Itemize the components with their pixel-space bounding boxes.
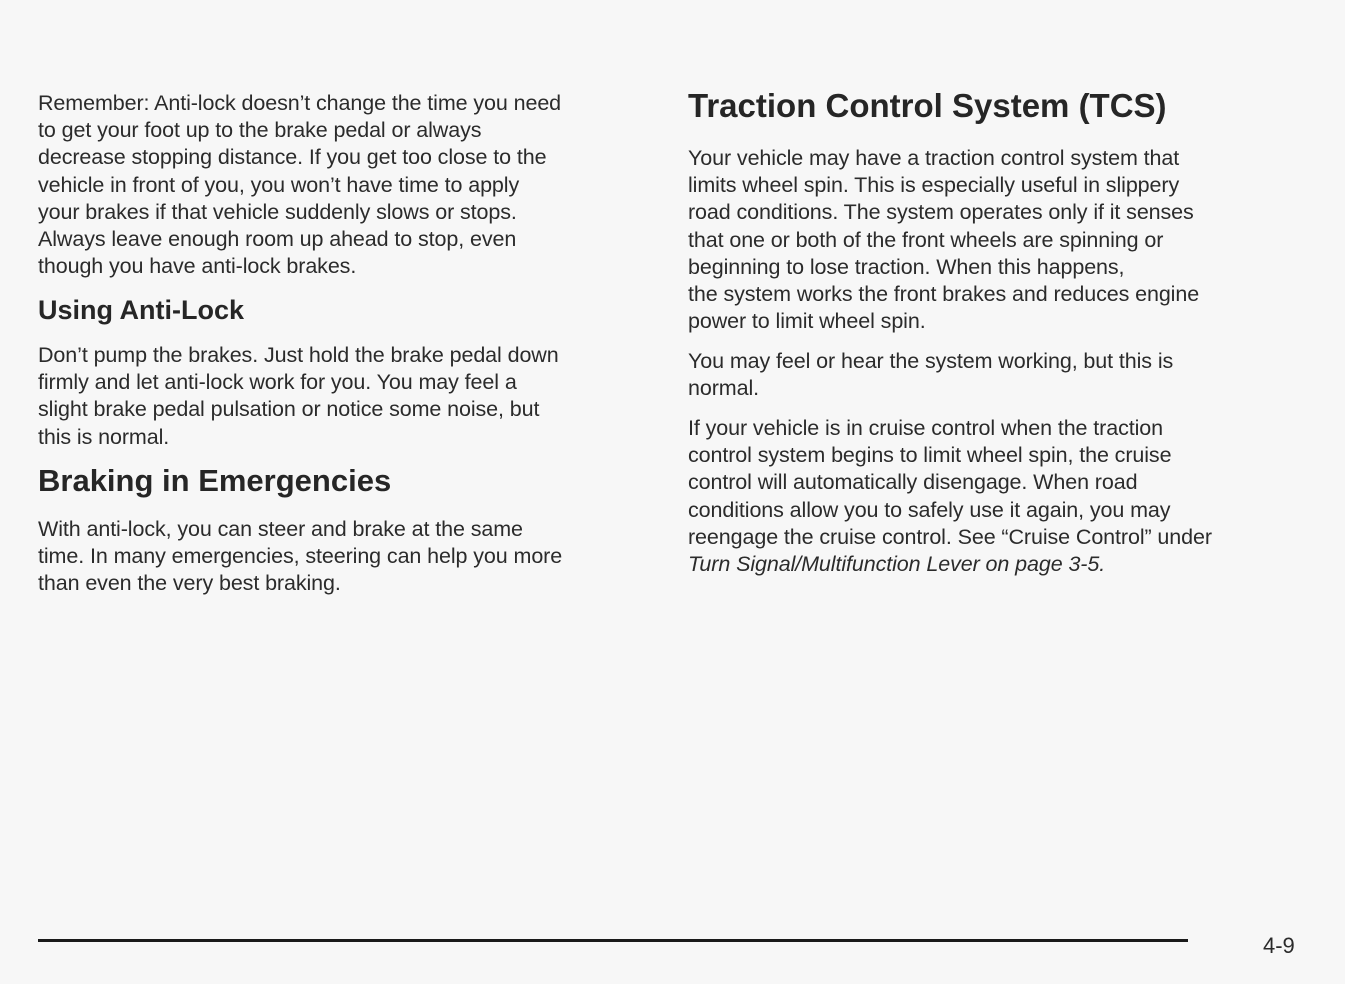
- tcs-paragraph-1: Your vehicle may have a traction control system that limits wheel spin. This is especially useful in slippery road conditions. The system operates only if it senses that one or both of the front wheels are spinning or beginning to lose traction. When this happens, the system works the front brakes and reduces engine power to limit wheel spin.: [688, 146, 1200, 334]
- tcs-heading: Traction Control System (TCS): [688, 87, 1167, 124]
- braking-in-emergencies-paragraph: With anti-lock, you can steer and brake at the same time. In many emergencies, steering can help you more than even the very best braking.: [38, 517, 563, 596]
- remember-paragraph: Remember: Anti-lock doesn’t change the time you need to get your foot up to the brake pedal or always decrease stopping distance. If you get too close to the vehicle in front of you, you won’t have time to apply your brakes if that vehicle suddenly slows or stops. Always leave enough room up ahead to stop, even though you have anti-lock brakes.: [38, 91, 562, 279]
- using-anti-lock-paragraph: Don’t pump the brakes. Just hold the brake pedal down firmly and let anti-lock work for you. You may feel a slight brake pedal pulsation or notice some noise, but this is normal.: [38, 343, 559, 449]
- footer-rule: [38, 939, 1188, 942]
- page-number: 4-9: [1263, 933, 1295, 958]
- tcs-paragraph-2: You may feel or hear the system working, but this is normal.: [688, 349, 1174, 401]
- tcs-cross-reference[interactable]: Turn Signal/Multifunction Lever on page 3-5.: [688, 552, 1106, 576]
- braking-in-emergencies-heading: Braking in Emergencies: [38, 463, 392, 498]
- using-anti-lock-heading: Using Anti-Lock: [38, 295, 244, 325]
- tcs-paragraph-3: If your vehicle is in cruise control when the traction control system begins to limit wheel spin, the cruise control will automatically disengage. When road conditions allow you to safely use it again, you may reengage the cruise control. See “Cruise Control” under: [688, 416, 1212, 549]
